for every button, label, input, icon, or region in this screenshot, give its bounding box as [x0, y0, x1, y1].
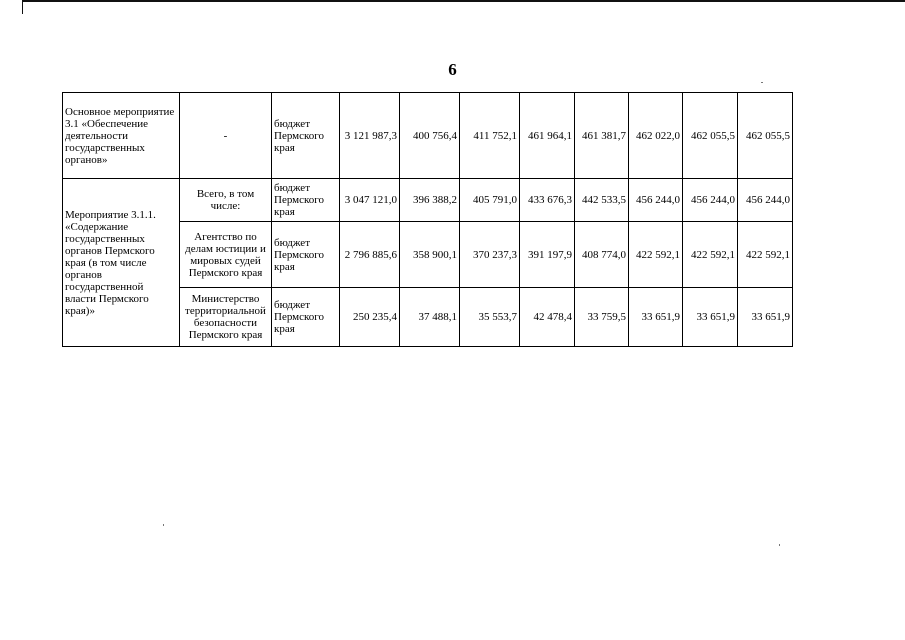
value-cell: 408 774,0	[575, 222, 629, 288]
value-cell: 33 651,9	[738, 288, 793, 347]
value-cell: 3 047 121,0	[340, 179, 400, 222]
table-row	[63, 179, 793, 222]
scan-speck	[761, 82, 763, 83]
page-number: 6	[448, 60, 457, 79]
value-cell: 358 900,1	[400, 222, 460, 288]
value-cell: 391 197,9	[520, 222, 575, 288]
scan-top-border	[22, 0, 905, 2]
executor-cell: Агентство по делам юстиции и мировых судей Пермского края	[180, 222, 272, 288]
value-cell: 370 237,3	[460, 222, 520, 288]
value-cell: 2 796 885,6	[340, 222, 400, 288]
value-cell: 35 553,7	[460, 288, 520, 347]
scan-speck	[779, 544, 780, 546]
executor-cell: -	[180, 93, 272, 179]
executor-cell: Всего, в том числе:	[180, 179, 272, 222]
value-cell: 456 244,0	[683, 179, 738, 222]
value-cell: 442 533,5	[575, 179, 629, 222]
value-cell: 400 756,4	[400, 93, 460, 179]
value-cell: 433 676,3	[520, 179, 575, 222]
value-cell: 456 244,0	[738, 179, 793, 222]
executor-cell: Министерство территориальной безопасности Пермского края	[180, 288, 272, 347]
value-cell: 411 752,1	[460, 93, 520, 179]
funding-source: бюджет Пермского края	[272, 93, 340, 179]
funding-source: бюджет Пермского края	[272, 288, 340, 347]
value-cell: 405 791,0	[460, 179, 520, 222]
scan-speck	[163, 524, 164, 526]
value-cell: 422 592,1	[629, 222, 683, 288]
value-cell: 422 592,1	[683, 222, 738, 288]
funding-source: бюджет Пермского края	[272, 179, 340, 222]
value-cell: 396 388,2	[400, 179, 460, 222]
budget-table	[62, 92, 793, 347]
activity-name: Мероприятие 3.1.1. «Содержание государственных органов Пермского края (в том числе органов государственной власти Пермского края)»	[63, 179, 180, 347]
value-cell: 461 964,1	[520, 93, 575, 179]
value-cell: 462 022,0	[629, 93, 683, 179]
value-cell: 456 244,0	[629, 179, 683, 222]
funding-source: бюджет Пермского края	[272, 222, 340, 288]
value-cell: 461 381,7	[575, 93, 629, 179]
value-cell: 462 055,5	[683, 93, 738, 179]
scan-left-border	[22, 0, 23, 14]
value-cell: 33 651,9	[629, 288, 683, 347]
value-cell: 462 055,5	[738, 93, 793, 179]
value-cell: 42 478,4	[520, 288, 575, 347]
value-cell: 33 651,9	[683, 288, 738, 347]
activity-name: Основное мероприятие 3.1 «Обеспечение деятельности государственных органов»	[63, 93, 180, 179]
value-cell: 250 235,4	[340, 288, 400, 347]
value-cell: 37 488,1	[400, 288, 460, 347]
value-cell: 3 121 987,3	[340, 93, 400, 179]
value-cell: 422 592,1	[738, 222, 793, 288]
value-cell: 33 759,5	[575, 288, 629, 347]
table-row	[63, 93, 793, 179]
